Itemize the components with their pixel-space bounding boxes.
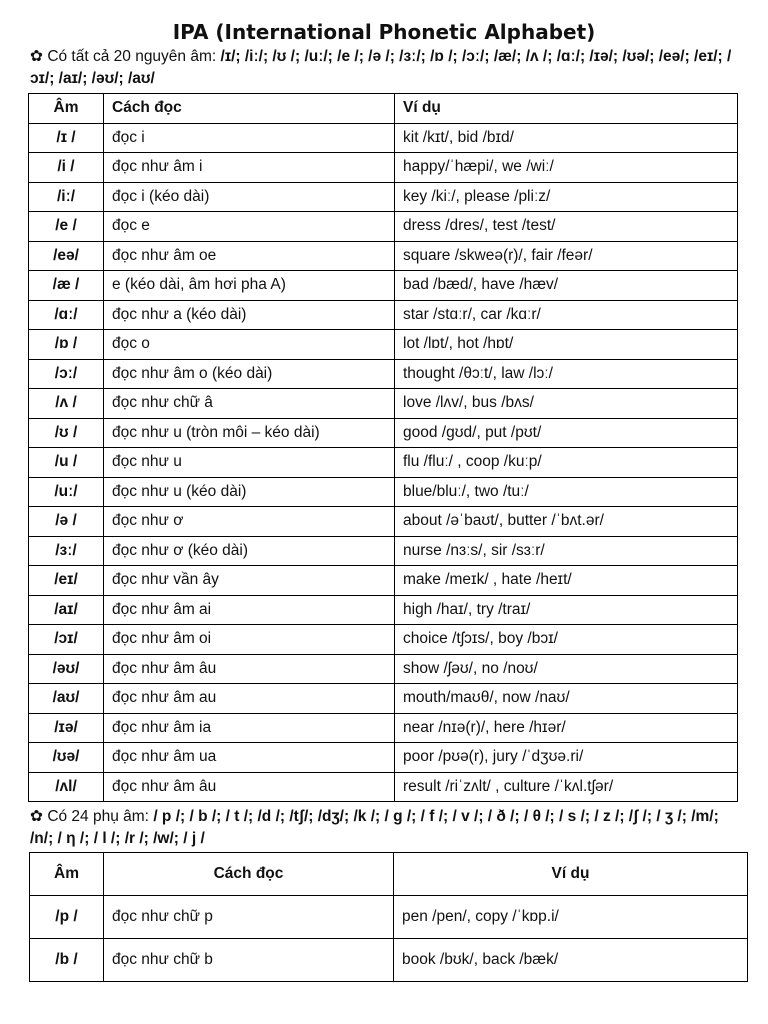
vowel-example-cell: kit /kɪt/, bid /bɪd/ bbox=[395, 123, 738, 153]
vowel-sound-cell: /e / bbox=[29, 212, 104, 242]
flower-bullet-icon: ✿ bbox=[30, 48, 43, 65]
vowel-sound-cell: /æ / bbox=[29, 271, 104, 301]
vowel-row bbox=[29, 684, 738, 714]
vowel-example-cell: about /əˈbaʊt/, butter /ˈbʌt.ər/ bbox=[395, 507, 738, 537]
vowel-row bbox=[29, 625, 738, 655]
vowel-pronunciation-cell: đọc như u bbox=[104, 448, 395, 478]
vowels-intro-lead: Có tất cả 20 nguyên âm: bbox=[47, 48, 217, 65]
vowel-pronunciation-cell: đọc như chữ â bbox=[104, 389, 395, 419]
vowel-sound-cell: /ɑː/ bbox=[29, 300, 104, 330]
consonants-intro-lead: Có 24 phụ âm: bbox=[47, 808, 149, 825]
vowel-pronunciation-cell: đọc như âm oi bbox=[104, 625, 395, 655]
vowel-pronunciation-cell: đọc như âm o (kéo dài) bbox=[104, 359, 395, 389]
vowel-sound-cell: /eɪ/ bbox=[29, 566, 104, 596]
vowel-row bbox=[29, 595, 738, 625]
vowel-sound-cell: /aɪ/ bbox=[29, 595, 104, 625]
vowel-pronunciation-cell: đọc như âm âu bbox=[104, 654, 395, 684]
page-title: IPA (International Phonetic Alphabet) bbox=[172, 20, 596, 44]
vowel-row bbox=[29, 448, 738, 478]
vowel-pronunciation-cell: đọc như âm ia bbox=[104, 713, 395, 743]
vowel-row bbox=[29, 477, 738, 507]
vowel-pronunciation-cell: đọc o bbox=[104, 330, 395, 360]
vowel-pronunciation-cell: e (kéo dài, âm hơi pha A) bbox=[104, 271, 395, 301]
vowel-example-cell: thought /θɔːt/, law /lɔː/ bbox=[395, 359, 738, 389]
vowel-example-cell: key /kiː/, please /pliːz/ bbox=[395, 182, 738, 212]
vowel-example-cell: make /meɪk/ , hate /heɪt/ bbox=[395, 566, 738, 596]
consonant-row bbox=[30, 939, 748, 982]
consonant-row bbox=[30, 896, 748, 939]
vowel-sound-cell: /iː/ bbox=[29, 182, 104, 212]
vowel-sound-cell: /aʊ/ bbox=[29, 684, 104, 714]
vowel-header-sound: Âm bbox=[29, 94, 104, 124]
vowel-sound-cell: /ʊ / bbox=[29, 418, 104, 448]
vowel-example-cell: lot /lɒt/, hot /hɒt/ bbox=[395, 330, 738, 360]
consonants-intro-symbols: / p /; / b /; / t /; /d /; /tʃ/; /dʒ/; /k /; / g /; / f /; / v /; / ð /; / θ /; / s /; / z /; /ʃ /; / ʒ /; /m/; /n/; / η /; / l /; /r /; /w/; / j / bbox=[30, 808, 719, 847]
consonant-sound-cell: /p / bbox=[30, 896, 104, 939]
vowel-pronunciation-cell: đọc i bbox=[104, 123, 395, 153]
vowel-table bbox=[28, 93, 738, 802]
vowel-pronunciation-cell: đọc như âm ua bbox=[104, 743, 395, 773]
vowel-pronunciation-cell: đọc như ơ (kéo dài) bbox=[104, 536, 395, 566]
vowel-example-cell: near /nɪə(r)/, here /hɪər/ bbox=[395, 713, 738, 743]
vowel-pronunciation-cell: đọc như u (kéo dài) bbox=[104, 477, 395, 507]
vowel-sound-cell: /ɪə/ bbox=[29, 713, 104, 743]
vowel-sound-cell: /ɔː/ bbox=[29, 359, 104, 389]
vowel-row bbox=[29, 743, 738, 773]
vowel-row bbox=[29, 566, 738, 596]
vowel-sound-cell: /ɜː/ bbox=[29, 536, 104, 566]
vowel-row bbox=[29, 123, 738, 153]
vowel-pronunciation-cell: đọc như âm âu bbox=[104, 772, 395, 802]
vowels-intro bbox=[30, 46, 742, 90]
vowel-example-cell: bad /bæd/, have /hæv/ bbox=[395, 271, 738, 301]
vowel-row bbox=[29, 182, 738, 212]
vowel-sound-cell: /eə/ bbox=[29, 241, 104, 271]
vowel-sound-cell: /ɒ / bbox=[29, 330, 104, 360]
vowel-example-cell: blue/bluː/, two /tuː/ bbox=[395, 477, 738, 507]
consonants-intro bbox=[30, 806, 742, 850]
vowel-row bbox=[29, 507, 738, 537]
vowel-row bbox=[29, 713, 738, 743]
consonant-sound-cell: /b / bbox=[30, 939, 104, 982]
flower-bullet-icon: ✿ bbox=[30, 808, 43, 825]
vowel-pronunciation-cell: đọc như ơ bbox=[104, 507, 395, 537]
vowel-header-example: Ví dụ bbox=[395, 94, 738, 124]
vowel-sound-cell: /ʌl/ bbox=[29, 772, 104, 802]
vowel-sound-cell: /əʊ/ bbox=[29, 654, 104, 684]
vowel-example-cell: nurse /nɜːs/, sir /sɜːr/ bbox=[395, 536, 738, 566]
vowel-sound-cell: /ə / bbox=[29, 507, 104, 537]
vowel-row bbox=[29, 212, 738, 242]
consonant-header-pronunciation: Cách đọc bbox=[104, 853, 394, 896]
vowel-row bbox=[29, 418, 738, 448]
vowel-sound-cell: /uː/ bbox=[29, 477, 104, 507]
vowel-example-cell: choice /tʃɔɪs/, boy /bɔɪ/ bbox=[395, 625, 738, 655]
vowel-row bbox=[29, 271, 738, 301]
vowels-intro-symbols: /ɪ/; /iː/; /ʊ /; /uː/; /e /; /ə /; /ɜː/; /ɒ /; /ɔː/; /æ/; /ʌ /; /ɑː/; /ɪə/; /ʊə/; /eə/; /eɪ/; /ɔɪ/; /aɪ/; /əʊ/; /aʊ/ bbox=[30, 48, 732, 87]
vowel-pronunciation-cell: đọc như u (tròn môi – kéo dài) bbox=[104, 418, 395, 448]
vowel-example-cell: square /skweə(r)/, fair /feər/ bbox=[395, 241, 738, 271]
vowel-example-cell: high /haɪ/, try /traɪ/ bbox=[395, 595, 738, 625]
vowel-example-cell: star /stɑːr/, car /kɑːr/ bbox=[395, 300, 738, 330]
vowel-sound-cell: /ɪ / bbox=[29, 123, 104, 153]
vowel-sound-cell: /ɔɪ/ bbox=[29, 625, 104, 655]
vowel-sound-cell: /ʌ / bbox=[29, 389, 104, 419]
vowel-header-pronunciation: Cách đọc bbox=[104, 94, 395, 124]
vowel-row bbox=[29, 241, 738, 271]
vowel-pronunciation-cell: đọc i (kéo dài) bbox=[104, 182, 395, 212]
vowel-pronunciation-cell: đọc như âm au bbox=[104, 684, 395, 714]
vowel-sound-cell: /i / bbox=[29, 153, 104, 183]
vowel-row bbox=[29, 359, 738, 389]
vowel-row bbox=[29, 330, 738, 360]
vowel-example-cell: mouth/maʊθ/, now /naʊ/ bbox=[395, 684, 738, 714]
vowel-row bbox=[29, 536, 738, 566]
vowel-pronunciation-cell: đọc như a (kéo dài) bbox=[104, 300, 395, 330]
vowel-row bbox=[29, 153, 738, 183]
vowel-example-cell: show /ʃəʊ/, no /noʊ/ bbox=[395, 654, 738, 684]
vowel-example-cell: happy/ˈhæpi/, we /wiː/ bbox=[395, 153, 738, 183]
vowel-row bbox=[29, 772, 738, 802]
consonant-header-example: Ví dụ bbox=[394, 853, 748, 896]
consonant-example-cell: book /bʊk/, back /bæk/ bbox=[394, 939, 748, 982]
consonant-table-header-row bbox=[30, 853, 748, 896]
vowel-pronunciation-cell: đọc e bbox=[104, 212, 395, 242]
vowel-table-header-row bbox=[29, 94, 738, 124]
vowel-sound-cell: /ʊə/ bbox=[29, 743, 104, 773]
vowel-pronunciation-cell: đọc như âm oe bbox=[104, 241, 395, 271]
vowel-example-cell: poor /pʊə(r), jury /ˈdʒʊə.ri/ bbox=[395, 743, 738, 773]
consonant-example-cell: pen /pen/, copy /ˈkɒp.i/ bbox=[394, 896, 748, 939]
consonant-pronunciation-cell: đọc như chữ p bbox=[104, 896, 394, 939]
vowel-row bbox=[29, 389, 738, 419]
consonant-table bbox=[29, 852, 748, 982]
vowel-row bbox=[29, 300, 738, 330]
vowel-row bbox=[29, 654, 738, 684]
vowel-pronunciation-cell: đọc như âm i bbox=[104, 153, 395, 183]
consonant-header-sound: Âm bbox=[30, 853, 104, 896]
vowel-example-cell: love /lʌv/, bus /bʌs/ bbox=[395, 389, 738, 419]
vowel-example-cell: flu /fluː/ , coop /kuːp/ bbox=[395, 448, 738, 478]
vowel-example-cell: dress /dres/, test /test/ bbox=[395, 212, 738, 242]
vowel-example-cell: result /riˈzʌlt/ , culture /ˈkʌl.tʃər/ bbox=[395, 772, 738, 802]
vowel-pronunciation-cell: đọc như âm ai bbox=[104, 595, 395, 625]
vowel-example-cell: good /gʊd/, put /pʊt/ bbox=[395, 418, 738, 448]
vowel-sound-cell: /u / bbox=[29, 448, 104, 478]
vowel-pronunciation-cell: đọc như vần ây bbox=[104, 566, 395, 596]
consonant-pronunciation-cell: đọc như chữ b bbox=[104, 939, 394, 982]
